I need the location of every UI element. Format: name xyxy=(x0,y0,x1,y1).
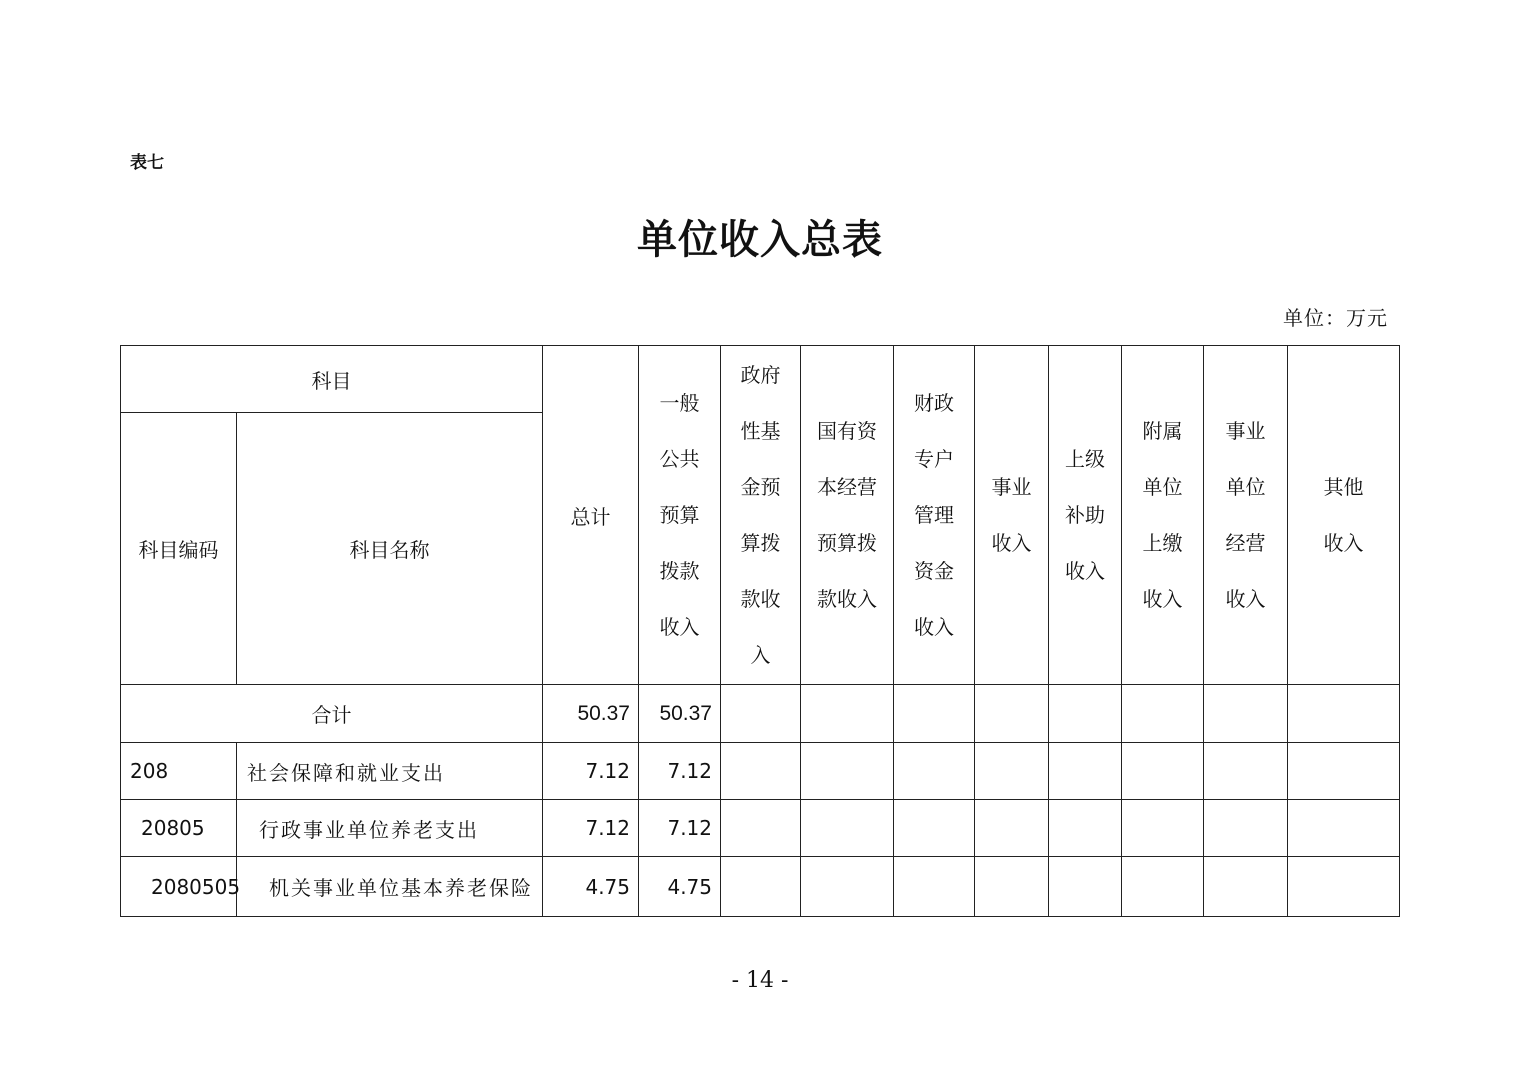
header-line: 国有资 xyxy=(817,419,877,443)
row-general-budget: 7.12 xyxy=(639,743,721,800)
header-line: 单位 xyxy=(1225,475,1266,499)
header-col-other-income xyxy=(1288,346,1400,685)
header-subject-code: 科目编码 xyxy=(121,413,237,685)
row-name: 机关事业单位基本养老保险 xyxy=(237,857,543,917)
header-subject: 科目 xyxy=(121,346,543,413)
header-line: 补助 xyxy=(1065,503,1105,527)
unit-label: 单位：万元 xyxy=(1283,306,1388,330)
row-total: 4.75 xyxy=(543,857,639,917)
header-line: 经营 xyxy=(1225,531,1266,555)
header-line: 收入 xyxy=(1065,559,1105,583)
header-line: 收入 xyxy=(914,615,954,639)
row-code: 2080505 xyxy=(121,857,237,917)
header-total: 总计 xyxy=(543,346,639,685)
header-line: 单位 xyxy=(1142,475,1183,499)
header-line: 公共 xyxy=(659,447,700,471)
header-col-general-budget xyxy=(639,346,721,685)
header-col-gov-fund xyxy=(721,346,801,685)
header-col-fiscal-account xyxy=(894,346,975,685)
row-code: 208 xyxy=(121,743,237,800)
header-line: 附属 xyxy=(1142,419,1183,443)
total-row-general-budget: 50.37 xyxy=(639,685,721,743)
header-col-state-capital xyxy=(801,346,894,685)
header-col-affiliated-unit xyxy=(1122,346,1204,685)
header-line: 财政 xyxy=(914,391,954,415)
header-col-superior-subsidy xyxy=(1049,346,1122,685)
row-name: 行政事业单位养老支出 xyxy=(237,800,543,857)
income-summary-table xyxy=(120,345,1400,917)
header-line: 政府 xyxy=(740,363,781,387)
header-line: 资金 xyxy=(914,559,954,583)
header-line: 上缴 xyxy=(1142,531,1183,555)
row-name: 社会保障和就业支出 xyxy=(237,743,543,800)
row-general-budget: 7.12 xyxy=(639,800,721,857)
header-col-business-income xyxy=(975,346,1049,685)
header-line: 款收 xyxy=(740,587,781,611)
row-general-budget: 4.75 xyxy=(639,857,721,917)
header-line: 性基 xyxy=(740,419,781,443)
header-line: 款收入 xyxy=(817,587,877,611)
row-total: 7.12 xyxy=(543,800,639,857)
header-line: 入 xyxy=(750,643,771,667)
header-line: 本经营 xyxy=(817,475,877,499)
header-line: 其他 xyxy=(1323,475,1364,499)
total-row xyxy=(121,685,1400,743)
page-number: - 14 - xyxy=(731,968,789,993)
header-line: 收入 xyxy=(1142,587,1183,611)
table-row xyxy=(121,800,1400,857)
header-line: 事业 xyxy=(1225,419,1266,443)
header-line: 算拨 xyxy=(740,531,781,555)
table-row xyxy=(121,857,1400,917)
header-line: 预算拨 xyxy=(817,531,877,555)
header-line: 收入 xyxy=(991,531,1032,555)
header-line: 事业 xyxy=(991,475,1032,499)
header-line: 收入 xyxy=(659,615,700,639)
header-line: 预算 xyxy=(659,503,700,527)
total-row-label: 合计 xyxy=(121,685,543,743)
total-row-total: 50.37 xyxy=(543,685,639,743)
header-subject-name: 科目名称 xyxy=(237,413,543,685)
header-line: 管理 xyxy=(914,503,954,527)
header-line: 一般 xyxy=(659,391,700,415)
row-total: 7.12 xyxy=(543,743,639,800)
page-title: 单位收入总表 xyxy=(637,216,883,263)
header-line: 收入 xyxy=(1225,587,1266,611)
header-line: 拨款 xyxy=(659,559,700,583)
header-line: 收入 xyxy=(1323,531,1364,555)
header-line: 专户 xyxy=(914,447,954,471)
row-code: 20805 xyxy=(121,800,237,857)
table-label: 表七 xyxy=(130,153,164,173)
table-row xyxy=(121,743,1400,800)
header-col-business-operation xyxy=(1204,346,1288,685)
header-line: 金预 xyxy=(740,475,781,499)
header-line: 上级 xyxy=(1065,447,1105,471)
